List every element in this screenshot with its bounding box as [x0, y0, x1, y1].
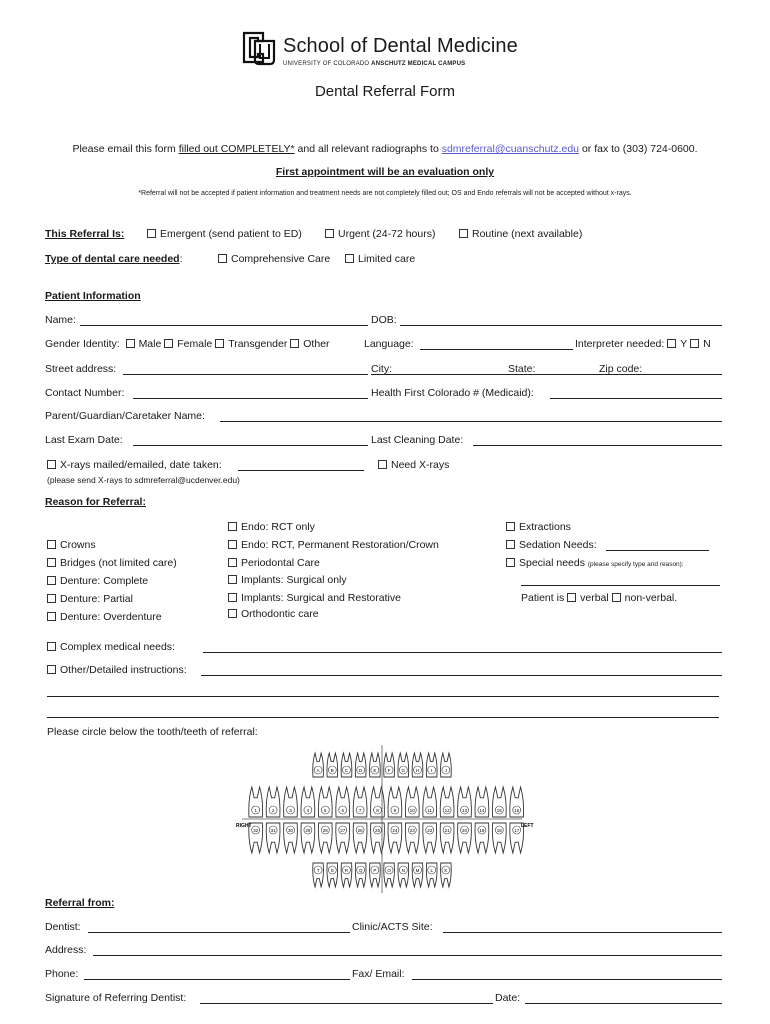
xray-note: (please send X-rays to sdmreferral@ucdenver.edu): [47, 475, 240, 485]
other-instructions-field[interactable]: [201, 675, 722, 676]
tooth-D[interactable]: [355, 753, 366, 777]
clinic-field[interactable]: [443, 932, 722, 933]
tooth-3[interactable]: [284, 787, 298, 817]
tooth-label: 14: [479, 807, 485, 813]
tooth-2[interactable]: [266, 787, 280, 817]
permanent-lower-teeth: [249, 823, 524, 853]
reason-bridges[interactable]: Bridges (not limited care): [47, 557, 177, 575]
other-instructions[interactable]: Other/Detailed instructions:: [47, 664, 187, 676]
tooth-16[interactable]: [510, 787, 524, 817]
care-limited[interactable]: Limited care: [345, 253, 415, 265]
dentist-label: Dentist:: [45, 921, 81, 933]
tooth-27[interactable]: [336, 823, 350, 853]
tooth-label: 11: [427, 807, 433, 813]
other-instructions-line-3[interactable]: [47, 717, 719, 718]
chart-right-label: RIGHT: [236, 823, 252, 829]
tooth-23[interactable]: [405, 823, 419, 853]
tooth-26[interactable]: [353, 823, 367, 853]
checkbox-nonverbal[interactable]: [612, 593, 621, 602]
tooth-9[interactable]: [388, 787, 402, 817]
gender-row: Gender Identity: Male Female Transgender Other: [45, 338, 330, 350]
tooth-R[interactable]: [341, 863, 352, 887]
tooth-12[interactable]: [440, 787, 454, 817]
reason-implants-restorative[interactable]: Implants: Surgical and Restorative: [228, 592, 439, 608]
tooth-G[interactable]: [398, 753, 409, 777]
signature-label: Signature of Referring Dentist:: [45, 992, 187, 1004]
tooth-label: Q: [358, 867, 363, 873]
tooth-label: 20: [461, 827, 468, 833]
date-field[interactable]: [525, 1003, 722, 1004]
phone-field[interactable]: [84, 979, 350, 980]
tooth-label: D: [359, 767, 363, 773]
reason-heading: Reason for Referral:: [45, 496, 146, 508]
clinic-label: Clinic/ACTS Site:: [352, 921, 433, 933]
tooth-B[interactable]: [327, 753, 338, 777]
tooth-label: O: [387, 867, 391, 873]
tooth-20[interactable]: [458, 823, 472, 853]
reason-implants-surgical[interactable]: Implants: Surgical only: [228, 574, 439, 592]
tooth-label: 21: [444, 827, 450, 833]
zip-label: Zip code:: [599, 363, 643, 375]
tooth-14[interactable]: [475, 787, 489, 817]
email-link[interactable]: sdmreferral@cuanschutz.edu: [441, 143, 580, 155]
contact-field[interactable]: [133, 398, 368, 399]
tooth-18[interactable]: [492, 823, 506, 853]
tooth-label: 16: [514, 807, 520, 813]
last-cleaning-label: Last Cleaning Date:: [371, 434, 464, 446]
tooth-label: 4: [306, 807, 310, 813]
referral-emergent[interactable]: Emergent (send patient to ED): [147, 228, 302, 240]
tooth-label: 18: [496, 827, 502, 833]
tooth-F[interactable]: [384, 753, 395, 777]
cu-logo-icon: [241, 30, 277, 66]
referral-routine[interactable]: Routine (next available): [459, 228, 582, 240]
dob-field[interactable]: [400, 325, 722, 326]
signature-field[interactable]: [200, 1003, 493, 1004]
tooth-1[interactable]: [249, 787, 263, 817]
tooth-label: L: [430, 867, 433, 873]
form-title: Dental Referral Form: [314, 83, 456, 100]
permanent-upper-teeth: [249, 787, 524, 817]
reason-orthodontic[interactable]: Orthodontic care: [228, 608, 439, 626]
tooth-15[interactable]: [492, 787, 506, 817]
university-subtitle: UNIVERSITY OF COLORADO ANSCHUTZ MEDICAL CAMPUS: [283, 61, 466, 67]
checkbox-other[interactable]: [290, 339, 299, 348]
medicaid-field[interactable]: [550, 398, 722, 399]
tooth-label: 13: [461, 807, 468, 813]
tooth-7[interactable]: [353, 787, 367, 817]
tooth-5[interactable]: [318, 787, 332, 817]
tooth-label: T: [316, 867, 320, 873]
tooth-label: 30: [287, 827, 294, 833]
tooth-H[interactable]: [412, 753, 423, 777]
care-type-label: Type of dental care needed:: [45, 253, 183, 265]
name-label: Name:: [45, 314, 76, 326]
tooth-label: C: [344, 767, 349, 773]
phone-label: Phone:: [45, 968, 79, 980]
tooth-K[interactable]: [441, 863, 452, 887]
tooth-label: 5: [324, 807, 327, 813]
checkbox[interactable]: [147, 229, 156, 238]
complex-medical[interactable]: Complex medical needs:: [47, 641, 175, 653]
guardian-field[interactable]: [220, 421, 722, 422]
reason-endo-rct[interactable]: Endo: RCT only: [228, 521, 439, 539]
tooth-I[interactable]: [426, 753, 437, 777]
tooth-P[interactable]: [370, 863, 381, 887]
name-field[interactable]: [80, 325, 368, 326]
tooth-label: 15: [496, 807, 502, 813]
referral-disclaimer: *Referral will not be accepted if patient information and treatment needs are not completely filled out; OS and Endo referrals will not be accepted without x-rays.: [138, 190, 632, 197]
tooth-label: 17: [514, 827, 520, 833]
street-label: Street address:: [45, 363, 117, 375]
care-comprehensive[interactable]: Comprehensive Care: [218, 253, 330, 265]
tooth-T[interactable]: [313, 863, 324, 887]
tooth-10[interactable]: [405, 787, 419, 817]
last-exam-field[interactable]: [133, 445, 368, 446]
reason-endo-restoration[interactable]: Endo: RCT, Permanent Restoration/Crown: [228, 539, 439, 557]
tooth-label: 9: [393, 807, 397, 813]
dob-label: DOB:: [371, 314, 397, 326]
date-label: Date:: [495, 992, 521, 1004]
fax-email-field[interactable]: [412, 979, 722, 980]
tooth-L[interactable]: [426, 863, 437, 887]
tooth-label: 8: [376, 807, 379, 813]
tooth-label: R: [344, 867, 349, 873]
tooth-31[interactable]: [266, 823, 280, 853]
language-label: Language:: [364, 338, 414, 350]
address-field[interactable]: [93, 955, 722, 956]
tooth-label: J: [444, 767, 448, 773]
reason-col1: [47, 539, 177, 629]
tooth-22[interactable]: [423, 823, 437, 853]
circle-teeth-instruction: Please circle below the tooth/teeth of referral:: [47, 726, 258, 738]
tooth-M[interactable]: [412, 863, 423, 887]
tooth-label: 22: [427, 827, 433, 833]
patient-info-heading: Patient Information: [45, 290, 141, 302]
tooth-label: 24: [392, 827, 398, 833]
tooth-label: P: [373, 867, 377, 873]
checkbox-yes[interactable]: [667, 339, 676, 348]
tooth-label: 1: [254, 807, 257, 813]
tooth-E[interactable]: [370, 753, 381, 777]
referral-urgent[interactable]: Urgent (24-72 hours): [325, 228, 435, 240]
tooth-label: I: [431, 767, 433, 773]
tooth-13[interactable]: [458, 787, 472, 817]
special-needs-field[interactable]: [521, 585, 720, 586]
reason-crowns[interactable]: Crowns: [47, 539, 177, 557]
last-exam-label: Last Exam Date:: [45, 434, 123, 446]
tooth-label: 25: [374, 827, 381, 833]
checkbox-xrays[interactable]: [47, 460, 56, 469]
referral-from-heading: Referral from:: [45, 897, 115, 909]
dentist-field[interactable]: [88, 932, 350, 933]
tooth-label: S: [330, 867, 334, 873]
tooth-label: 7: [358, 807, 362, 813]
language-field[interactable]: [420, 349, 573, 350]
checkbox[interactable]: [325, 229, 334, 238]
xrays-row: X-rays mailed/emailed, date taken:: [47, 459, 222, 471]
referral-type-label: This Referral Is:: [45, 228, 125, 240]
tooth-label: 10: [409, 807, 415, 813]
tooth-6[interactable]: [336, 787, 350, 817]
tooth-N[interactable]: [398, 863, 409, 887]
checkbox-verbal[interactable]: [567, 593, 576, 602]
cu-logo: [241, 30, 277, 69]
tooth-label: F: [387, 767, 391, 773]
reason-denture-partial[interactable]: Denture: Partial: [47, 593, 177, 611]
tooth-A[interactable]: [313, 753, 324, 777]
reason-extractions[interactable]: Extractions: [506, 521, 571, 533]
tooth-label: K: [444, 867, 448, 873]
checkbox-female[interactable]: [164, 339, 173, 348]
tooth-29[interactable]: [301, 823, 315, 853]
tooth-label: 19: [479, 827, 485, 833]
tooth-label: 3: [289, 807, 292, 813]
tooth-label: E: [373, 767, 377, 773]
checkbox-no[interactable]: [690, 339, 699, 348]
checkbox[interactable]: [459, 229, 468, 238]
checkbox-transgender[interactable]: [215, 339, 224, 348]
interpreter-row: Interpreter needed: Y N: [575, 338, 711, 350]
checkbox[interactable]: [345, 254, 354, 263]
tooth-label: M: [415, 867, 420, 873]
reason-col2: [228, 521, 439, 625]
reason-denture-overdenture[interactable]: Denture: Overdenture: [47, 611, 177, 629]
city-label: City:: [371, 363, 392, 375]
fax-email-label: Fax/ Email:: [352, 968, 405, 980]
need-xrays[interactable]: Need X-rays: [378, 459, 449, 471]
tooth-label: 29: [305, 827, 311, 833]
tooth-label: 31: [270, 827, 276, 833]
tooth-label: 23: [409, 827, 415, 833]
state-label: State:: [508, 363, 536, 375]
tooth-label: 26: [357, 827, 363, 833]
tooth-O[interactable]: [384, 863, 395, 887]
address-label: Address:: [45, 944, 87, 956]
tooth-4[interactable]: [301, 787, 315, 817]
complex-medical-field[interactable]: [203, 652, 722, 653]
checkbox-male[interactable]: [126, 339, 135, 348]
sedation-field[interactable]: [606, 550, 709, 551]
tooth-S[interactable]: [327, 863, 338, 887]
contact-label: Contact Number:: [45, 387, 125, 399]
medicaid-label: Health First Colorado # (Medicaid):: [371, 387, 534, 399]
tooth-11[interactable]: [423, 787, 437, 817]
tooth-C[interactable]: [341, 753, 352, 777]
tooth-24[interactable]: [388, 823, 402, 853]
chart-left-label: LEFT: [521, 823, 534, 829]
school-name: School of Dental Medicine: [283, 35, 518, 57]
tooth-28[interactable]: [318, 823, 332, 853]
reason-sedation[interactable]: Sedation Needs:: [506, 539, 597, 551]
tooth-label: 2: [271, 807, 275, 813]
guardian-label: Parent/Guardian/Caretaker Name:: [45, 410, 205, 422]
checkbox-need-xrays[interactable]: [378, 460, 387, 469]
tooth-label: 12: [444, 807, 450, 813]
tooth-label: 27: [340, 827, 346, 833]
tooth-30[interactable]: [284, 823, 298, 853]
tooth-J[interactable]: [441, 753, 452, 777]
other-instructions-line-2[interactable]: [47, 696, 719, 697]
tooth-label: 6: [341, 807, 344, 813]
tooth-label: 32: [253, 827, 259, 833]
xray-date-field[interactable]: [238, 470, 364, 471]
tooth-Q[interactable]: [355, 863, 366, 887]
tooth-label: B: [330, 767, 334, 773]
reason-denture-complete[interactable]: Denture: Complete: [47, 575, 177, 593]
street-field[interactable]: [123, 374, 368, 375]
verbal-row: Patient is verbal non-verbal.: [521, 592, 678, 604]
tooth-chart[interactable]: [232, 745, 542, 895]
city-state-zip-field[interactable]: [371, 374, 722, 375]
tooth-21[interactable]: [440, 823, 454, 853]
tooth-label: H: [415, 767, 420, 773]
tooth-label: A: [316, 767, 320, 773]
tooth-19[interactable]: [475, 823, 489, 853]
checkbox[interactable]: [218, 254, 227, 263]
intro-line: Please email this form filled out COMPLETELY* and all relevant radiographs to sdmreferral@cuanschutz.edu or fax to (303) 724-0600.: [72, 143, 698, 155]
reason-periodontal[interactable]: Periodontal Care: [228, 557, 439, 575]
tooth-label: 28: [322, 827, 328, 833]
tooth-label: G: [401, 767, 406, 773]
evaluation-note: First appointment will be an evaluation only: [275, 166, 495, 178]
tooth-label: N: [401, 867, 405, 873]
reason-special-needs[interactable]: Special needs (please specify type and reason):: [506, 557, 684, 569]
last-cleaning-field[interactable]: [473, 445, 722, 446]
